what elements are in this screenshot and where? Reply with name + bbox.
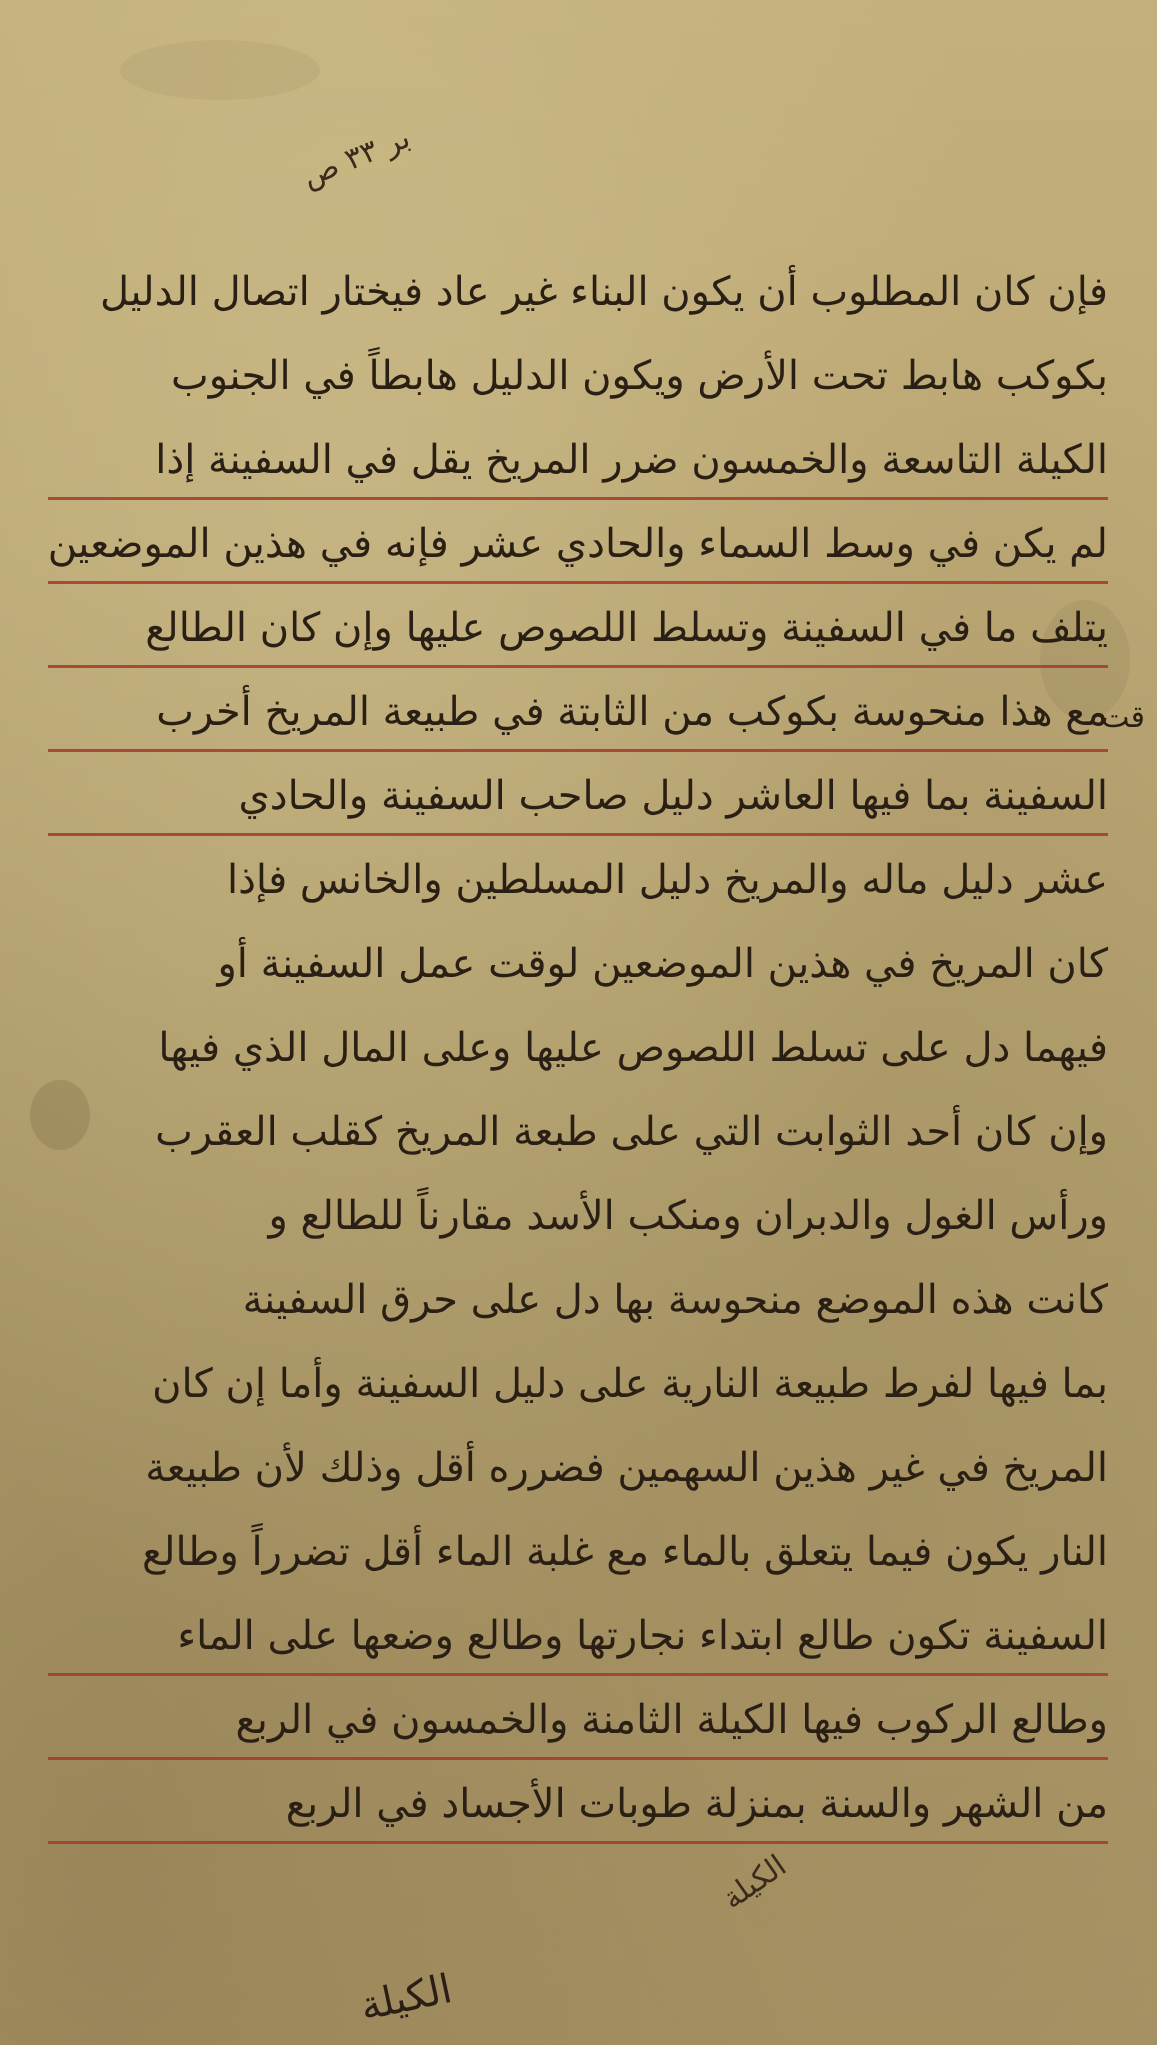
text-line-ruled: يتلف ما في السفينة وتسلط اللصوص عليها وإن كان الطالع bbox=[48, 586, 1108, 670]
text-line-ruled: لم يكن في وسط السماء والحادي عشر فإنه في هذين الموضعين bbox=[48, 502, 1108, 586]
text-line: المريخ في غير هذين السهمين فضرره أقل وذلك لأن طبيعة bbox=[145, 1445, 1108, 1491]
text-line-ruled: السفينة بما فيها العاشر دليل صاحب السفينة والحادي bbox=[48, 754, 1108, 838]
text-line: فإن كان المطلوب أن يكون البناء غير عاد فيختار اتصال الدليل bbox=[100, 269, 1108, 315]
text-line: كانت هذه الموضع منحوسة بها دل على حرق السفينة bbox=[242, 1277, 1108, 1323]
text-line-ruled: الكيلة التاسعة والخمسون ضرر المريخ يقل في السفينة إذا bbox=[48, 418, 1108, 502]
text-line: فيهما دل على تسلط اللصوص عليها وعلى المال الذي فيها bbox=[158, 1025, 1108, 1071]
text-line: وإن كان أحد الثوابت التي على طبعة المريخ كقلب العقرب bbox=[155, 1109, 1108, 1155]
text-line: ورأس الغول والدبران ومنكب الأسد مقارناً للطالع و bbox=[268, 1193, 1108, 1239]
text-line-ruled: السفينة تكون طالع ابتداء نجارتها وطالع وضعها على الماء bbox=[48, 1594, 1108, 1678]
margin-note-right: قت bbox=[1101, 700, 1145, 735]
catchword: الكيلة bbox=[716, 1848, 793, 1917]
manuscript-text-block bbox=[48, 250, 1108, 1846]
text-line: النار يكون فيما يتعلق بالماء مع غلبة الماء أقل تضرراً وطالع bbox=[142, 1529, 1108, 1575]
paper-stain-top bbox=[120, 40, 320, 100]
text-line-ruled: وطالع الركوب فيها الكيلة الثامنة والخمسون في الربع bbox=[48, 1678, 1108, 1762]
text-line: عشر دليل ماله والمريخ دليل المسلطين والخانس فإذا bbox=[226, 857, 1108, 903]
text-line: بكوكب هابط تحت الأرض ويكون الدليل هابطاً في الجنوب bbox=[171, 353, 1108, 399]
text-line: بما فيها لفرط طبيعة النارية على دليل السفينة وأما إن كان bbox=[152, 1361, 1108, 1407]
text-line-ruled: من الشهر والسنة بمنزلة طوبات الأجساد في الربع bbox=[48, 1762, 1108, 1846]
text-line: كان المريخ في هذين الموضعين لوقت عمل السفينة أو bbox=[217, 941, 1108, 987]
marginal-annotation-top: بر ٣٣ ص bbox=[297, 120, 415, 195]
text-line-ruled: مع هذا منحوسة بكوكب من الثابتة في طبيعة المريخ أخرب bbox=[48, 670, 1108, 754]
folio-catchword: الكيلة bbox=[356, 1965, 456, 2031]
